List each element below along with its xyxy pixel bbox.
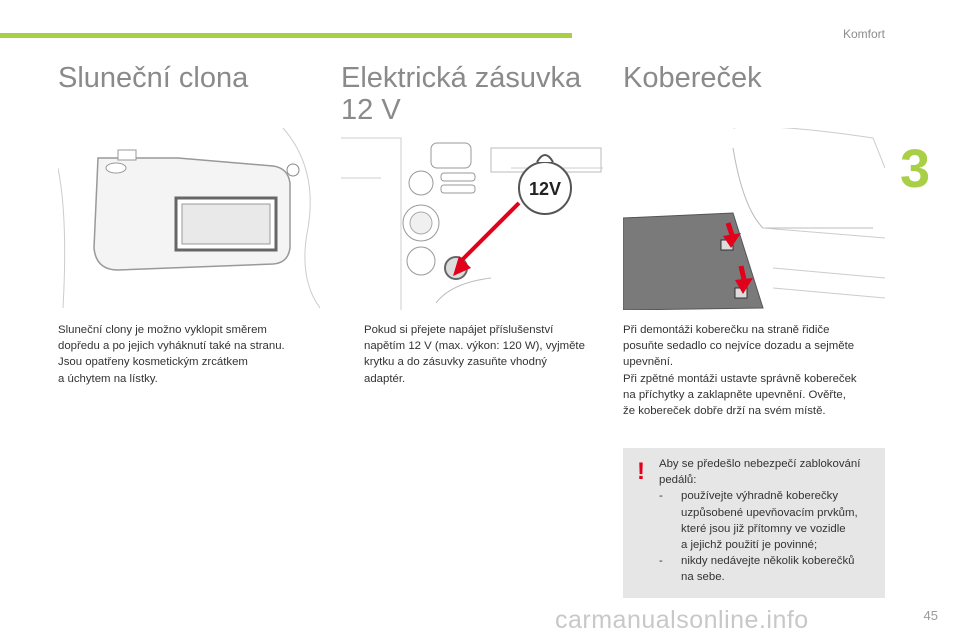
- warning-text: [659, 456, 881, 586]
- text-line: Aby se předešlo nebezpečí zablokování: [659, 458, 861, 470]
- floor-mat-illustration: [623, 128, 885, 310]
- text-line: uzpůsobené upevňovacím prvkům,: [681, 506, 858, 519]
- text-line: a jejichž použití je povinné;: [681, 539, 818, 552]
- mat-title: Kobereček: [623, 62, 762, 94]
- sun-visor-title: Sluneční clona: [58, 62, 249, 94]
- socket-illustration: [341, 128, 603, 310]
- text-line: a úchytem na lístky.: [58, 372, 158, 385]
- dash-marker: -: [659, 555, 663, 568]
- bullet-icon: [341, 322, 364, 387]
- watermark: carmanualsonline.info: [555, 606, 809, 634]
- section-name: Komfort: [842, 27, 885, 41]
- warning-list-item: [659, 553, 881, 585]
- text-line: pedálů:: [659, 474, 697, 487]
- socket-text: [341, 322, 606, 387]
- text-line: Při zpětné montáži ustavte správně kobereček: [623, 372, 857, 385]
- warning-box: [623, 448, 885, 598]
- text-line: Jsou opatřeny kosmetickým zrcátkem: [58, 356, 248, 369]
- sun-visor-text: [58, 322, 320, 387]
- text-line: že kobereček dobře drží na svém místě.: [623, 405, 826, 418]
- socket-12v-label: 12V: [528, 179, 562, 199]
- sun-visor-illustration: [58, 128, 320, 310]
- text-line: Pokud si přejete napájet příslušenství: [364, 324, 554, 336]
- text-line: které jsou již přítomny ve vozidle: [681, 522, 846, 535]
- mat-text: [623, 322, 888, 419]
- header-accent-bar: [0, 33, 572, 38]
- text-line: krytku a do zásuvky zasuňte vhodný: [364, 356, 547, 369]
- page-number: 45: [923, 608, 938, 623]
- chapter-number: 3: [900, 139, 931, 199]
- text-line: napětím 12 V (max. výkon: 120 W), vyjměte: [364, 340, 585, 353]
- socket-title-line1: Elektrická zásuvka: [341, 62, 582, 94]
- text-line: adaptér.: [364, 372, 406, 385]
- text-line: Sluneční clony je možno vyklopit směrem: [58, 324, 267, 336]
- dash-marker: -: [659, 490, 663, 503]
- warning-exclamation-icon: !: [637, 458, 645, 485]
- text-line: nikdy nedávejte několik koberečků: [681, 555, 855, 568]
- text-line: na sebe.: [681, 571, 725, 584]
- socket-title-line2: 12 V: [341, 94, 401, 126]
- socket-bullet-item: [341, 322, 606, 387]
- warning-list-item: [659, 488, 881, 553]
- text-line: upevnění.: [623, 356, 674, 369]
- socket-title: [341, 62, 601, 126]
- text-line: Při demontáži koberečku na straně řidiče: [623, 324, 830, 336]
- text-line: dopředu a po jejich vyháknutí také na stranu.: [58, 340, 285, 353]
- text-line: na příchytky a zaklapněte upevnění. Ověřte,: [623, 388, 846, 401]
- text-line: používejte výhradně koberečky: [681, 490, 839, 503]
- text-line: posuňte sedadlo co nejvíce dozadu a sejměte: [623, 340, 855, 353]
